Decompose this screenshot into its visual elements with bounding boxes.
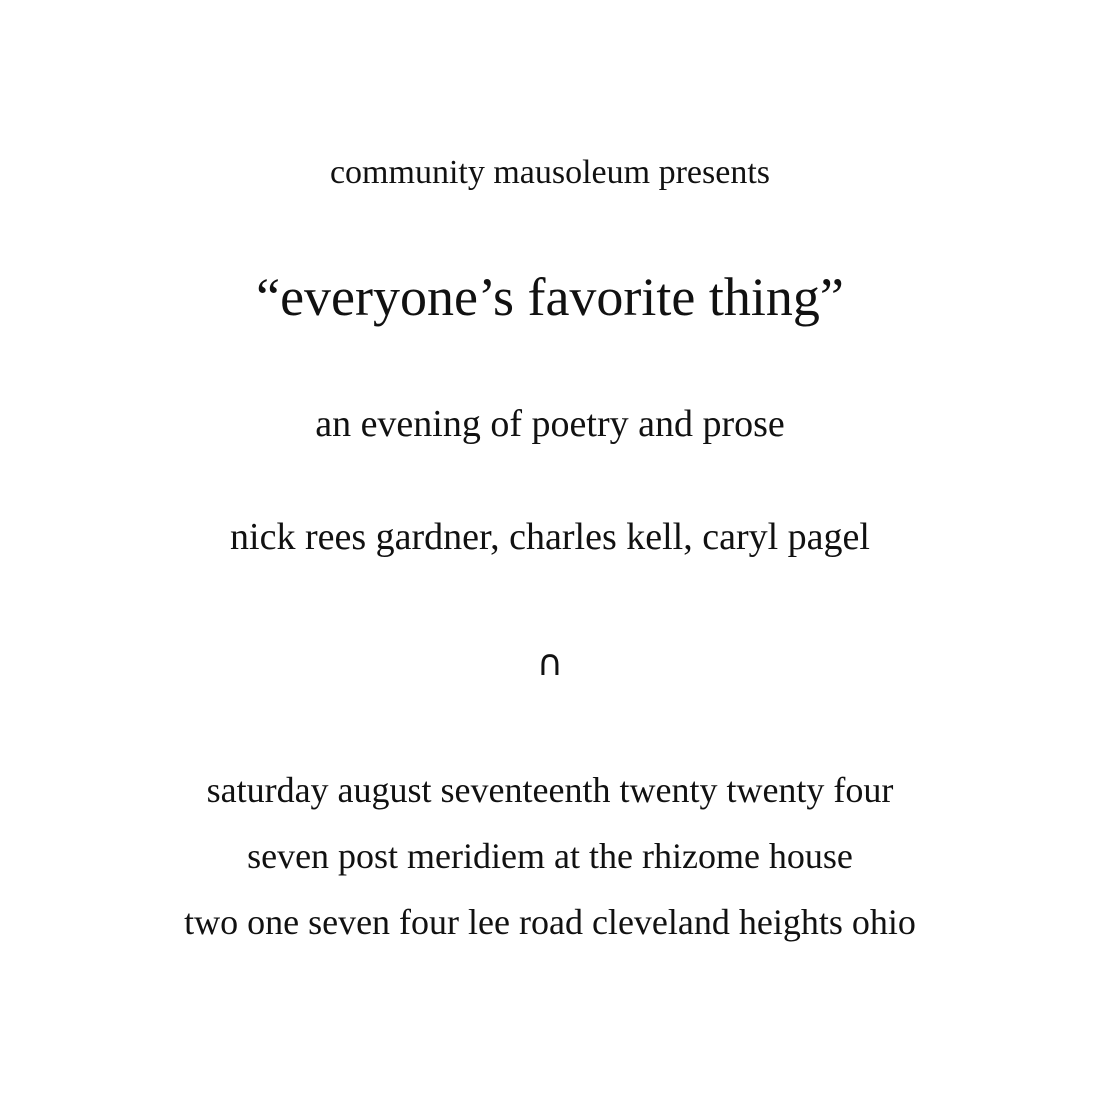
event-address: two one seven four lee road cleveland heights ohio — [184, 902, 916, 942]
presenter-line: community mausoleum presents — [329, 154, 771, 191]
event-time-venue: seven post meridiem at the rhizome house — [247, 836, 853, 876]
arch-icon: ∩ — [536, 643, 564, 684]
event-date: saturday august seventeenth twenty twenty four — [206, 770, 894, 810]
event-title: “everyone’s favorite thing” — [256, 267, 844, 327]
event-details — [0, 770, 1100, 968]
event-subtitle: an evening of poetry and prose — [315, 403, 785, 445]
readers-line: nick rees gardner, charles kell, caryl pagel — [230, 516, 870, 558]
